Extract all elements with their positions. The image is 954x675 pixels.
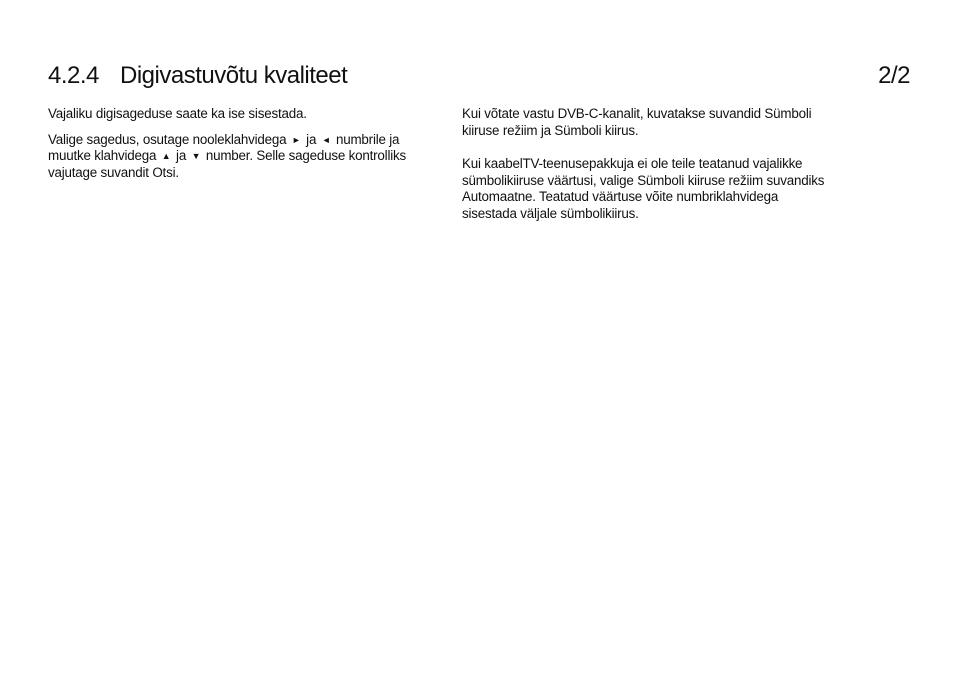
paragraph-frequency-instructions — [48, 132, 433, 182]
page-title: Digivastuvõtu kvaliteet — [120, 62, 348, 89]
arrow-left-icon: ◄ — [321, 134, 331, 145]
arrow-up-icon: ▲ — [161, 151, 171, 161]
paragraph-symbol-rate: Kui kaabelTV-teenusepakkuja ei ole teile teatanud vajalikke sümbolikiiruse väärtusi, valige Sümboli kiiruse režiim suvandiks Automaatne. Teatatud väärtuse võite numbriklahvidega sisestada väljale sümbolikiirus. — [462, 156, 825, 221]
section-number: 4.2.4 — [48, 62, 99, 89]
text-segment: numbrile ja muutke klahvidega — [48, 131, 400, 163]
arrow-right-icon: ► — [291, 134, 301, 145]
text-segment: ja — [306, 131, 317, 147]
left-column — [48, 106, 433, 190]
text-segment: Valige sagedus, osutage nooleklahvidega — [48, 131, 287, 147]
paragraph-manual-frequency: Vajaliku digisageduse saate ka ise sisestada. — [48, 106, 307, 121]
page-indicator: 2/2 — [878, 62, 910, 89]
paragraph-dvbc-options: Kui võtate vastu DVB-C-kanalit, kuvatakse suvandid Sümboli kiiruse režiim ja Sümboli kiirus. — [462, 106, 812, 138]
text-segment: number. Selle sageduse kontrolliks vajutage suvandit Otsi. — [48, 148, 406, 180]
right-column — [462, 106, 834, 231]
text-segment: ja — [176, 148, 187, 163]
arrow-down-icon: ▼ — [191, 151, 201, 161]
page-header — [48, 60, 910, 94]
